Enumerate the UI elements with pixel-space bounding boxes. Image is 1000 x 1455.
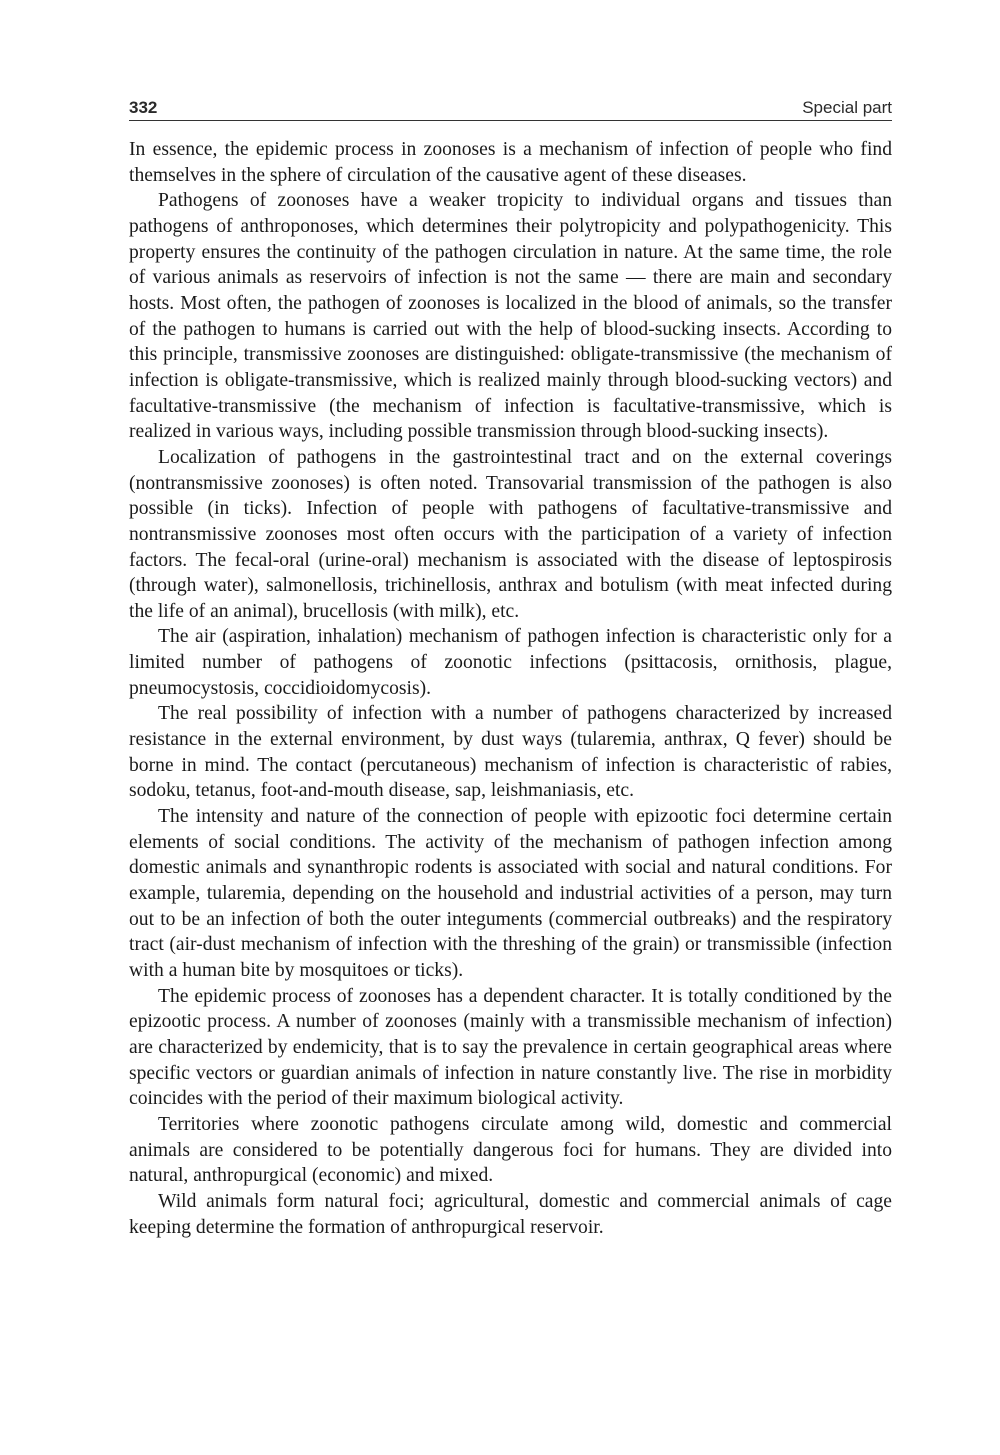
paragraph: Pathogens of zoonoses have a weaker tropicity to individual organs and tissues than pathogens of anthroponoses, which determines their polytropicity and polypathogenicity. This property ensures the continuity of the pathogen circulation in nature. At the same time, the role of various animals as reservoirs of infection is not the same — there are main and secondary hosts. Most often, the pathogen of zoonoses is localized in the blood of animals, so the transfer of the pathogen to humans is carried out with the help of blood-sucking insects. According to this principle, transmissive zoonoses are distinguished: obligate-transmissive (the mechanism of infection is obligate-transmissive, which is realized mainly through blood-sucking vectors) and facultative-transmissive (the mechanism of infection is facultative-transmissive, which is realized in various ways, including possible transmission through blood-sucking insects). bbox=[129, 190, 892, 443]
paragraph: The epidemic process of zoonoses has a dependent character. It is totally conditioned by the epizootic process. A number of zoonoses (mainly with a transmissible mechanism of infection) are characterized by endemicity, that is to say the prevalence in certain geographical areas where specific vectors or guardian animals of infection in nature constantly live. The rise in morbidity coincides with the period of their maximum biological activity. bbox=[129, 985, 892, 1110]
body-text bbox=[129, 137, 892, 1240]
paragraph: The real possibility of infection with a number of pathogens characterized by increased resistance in the external environment, by dust ways (tularemia, anthrax, Q fever) should be borne in mind. The contact (percutaneous) mechanism of infection is characteristic of rabies, sodoku, tetanus, foot-and-mouth disease, sap, leishmaniasis, etc. bbox=[129, 703, 892, 802]
paragraph: Localization of pathogens in the gastrointestinal tract and on the external coverings (nontransmissive zoonoses) is often noted. Transovarial transmission of the pathogen is also possible (in ticks). Infection of people with pathogens of facultative-transmissive and nontransmissive zoonoses most often occurs with the participation of a variety of infection factors. The fecal-oral (urine-oral) mechanism is associated with the disease of leptospirosis (through water), salmonellosis, trichinellosis, anthrax and botulism (with meat infected during the life of an animal), brucellosis (with milk), etc. bbox=[129, 446, 892, 622]
book-page bbox=[129, 94, 892, 1240]
paragraph: Wild animals form natural foci; agricultural, domestic and commercial animals of cage keeping determine the formation of anthropurgical reservoir. bbox=[129, 1190, 892, 1238]
running-header bbox=[129, 94, 892, 121]
section-title: Special part bbox=[802, 98, 892, 117]
page-number: 332 bbox=[129, 98, 158, 117]
paragraph: Territories where zoonotic pathogens circulate among wild, domestic and commercial animals are considered to be potentially dangerous foci for humans. They are divided into natural, anthropurgical (economic) and mixed. bbox=[129, 1113, 892, 1187]
paragraph: The intensity and nature of the connection of people with epizootic foci determine certain elements of social conditions. The activity of the mechanism of pathogen infection among domestic animals and synanthropic rodents is associated with social and natural conditions. For example, tularemia, depending on the household and industrial activities of a person, may turn out to be an infection of both the outer integuments (commercial outbreaks) and the respiratory tract (air-dust mechanism of infection with the threshing of the grain) or transmissible (infection with a human bite by mosquitoes or ticks). bbox=[129, 806, 892, 981]
paragraph: The air (aspiration, inhalation) mechanism of pathogen infection is characteristic only for a limited number of pathogens of zoonotic infections (psittacosis, ornithosis, plague, pneumocystosis, coccidioidomycosis). bbox=[129, 626, 892, 699]
paragraph: In essence, the epidemic process in zoonoses is a mechanism of infection of people who find themselves in the sphere of circulation of the causative agent of these diseases. bbox=[129, 139, 892, 186]
